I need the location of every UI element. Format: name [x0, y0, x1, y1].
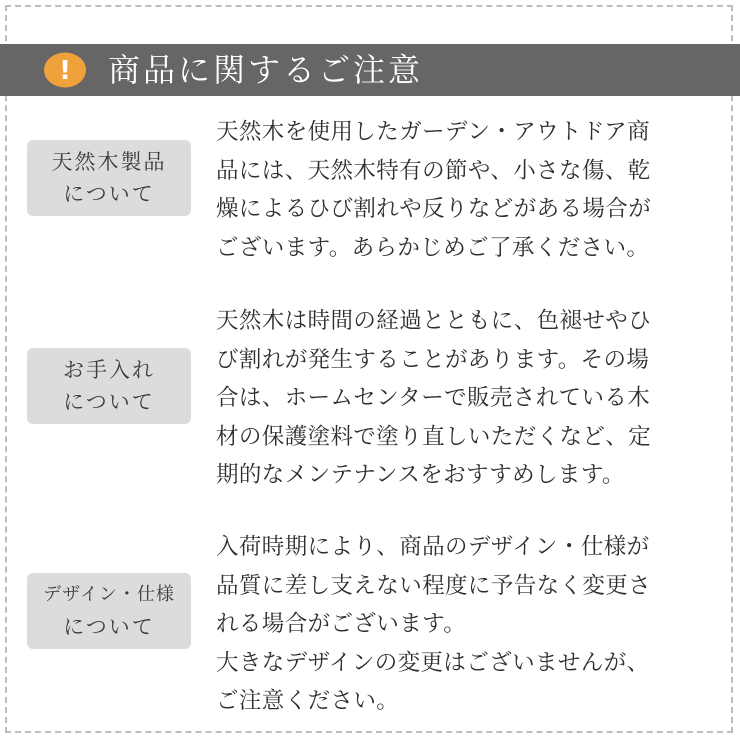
text-line: 品質に差し支えない程度に予告なく変更さ: [216, 572, 652, 599]
text-line: 入荷時期により、商品のデザイン・仕様が: [216, 534, 650, 560]
description-maintenance: [216, 302, 716, 495]
exclamation-glyph: !: [59, 56, 71, 86]
label-maintenance: [27, 348, 191, 424]
text-line: ご注意ください。: [216, 688, 400, 714]
page-title: 商品に関するご注意: [108, 51, 424, 89]
text-line: 期的なメンテナンスをおすすめします。: [216, 462, 625, 488]
text-line: び割れが発生することがあります。その場: [216, 346, 650, 373]
label-line-2: について: [63, 390, 155, 414]
text-line: れる場合がございます。: [216, 611, 467, 637]
description-design-spec: [216, 528, 716, 721]
label-line-1: 天然木製品: [51, 150, 167, 174]
text-line: 品には、天然木特有の節や、小さな傷、乾: [216, 157, 651, 184]
label-design-spec: [27, 573, 191, 649]
label-line-2: について: [63, 615, 155, 639]
text-line: 天然木を使用したガーデン・アウトドア商: [216, 119, 650, 145]
label-line-2: について: [63, 182, 155, 206]
description-natural-wood: [216, 113, 716, 267]
text-line: 大きなデザインの変更はございませんが、: [216, 649, 650, 676]
text-line: 燥によるひび割れや反りなどがある場合が: [216, 196, 652, 222]
label-line-1: お手入れ: [63, 358, 155, 382]
label-line-1: デザイン・仕様: [43, 584, 175, 605]
text-line: 材の保護塗料で塗り直しいただくなど、定: [216, 423, 652, 450]
text-line: 天然木は時間の経過とともに、色褪せやひ: [216, 308, 652, 334]
exclamation-circle-icon: [43, 52, 87, 88]
text-line: ございます。あらかじめご了承ください。: [216, 234, 650, 261]
label-natural-wood: [27, 140, 191, 216]
text-line: 合は、ホームセンターで販売されている木: [216, 385, 651, 411]
